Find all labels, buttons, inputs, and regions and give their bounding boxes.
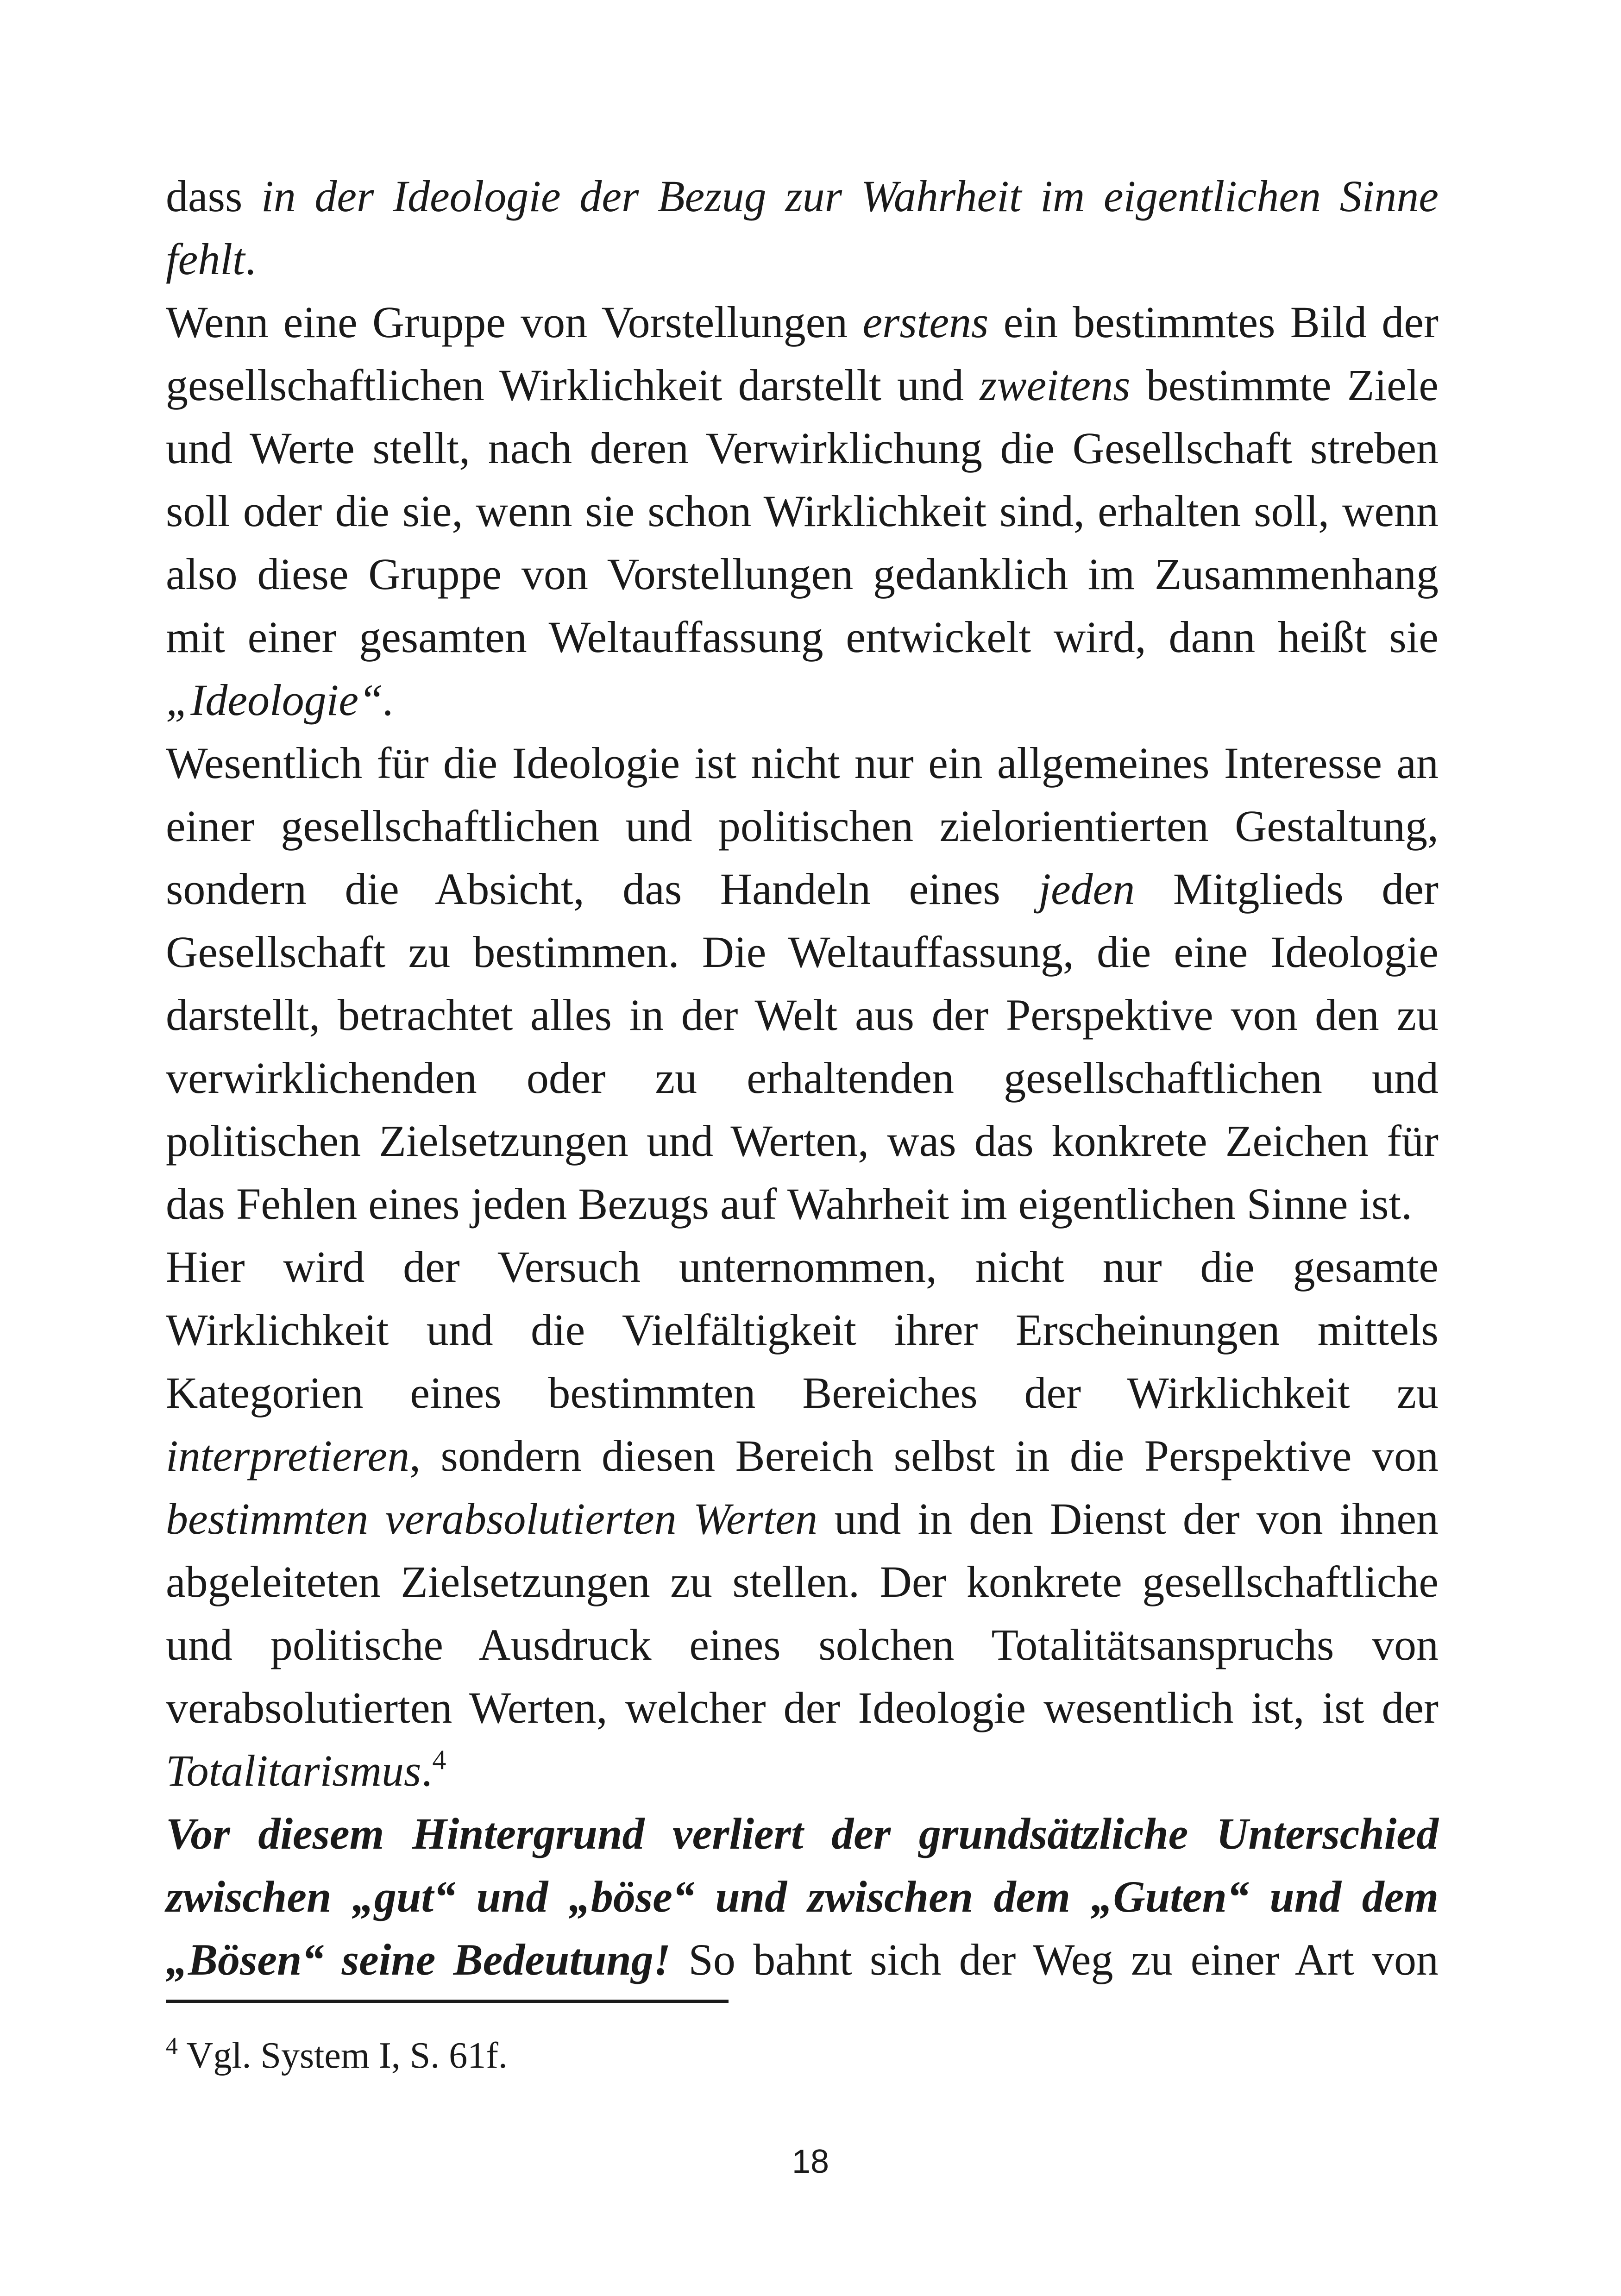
footnote-number: 4 [166, 2033, 178, 2059]
paragraph-4: Hier wird der Versuch unternommen, nicht nur die gesamte Wirklichkeit und die Vielfältigkeit ihrer Erscheinungen mittels Kategorien eines bestimmten Bereiches der Wirklichkeit zu interpretieren, sondern diesen Bereich selbst in die Perspektive von bestimmten verabsolutierten Werten und in den Dienst der von ihnen abgeleiteten Zielsetzungen zu stellen. Der konkrete gesellschaftliche und politische Ausdruck eines solchen Totalitätsanspruchs von verabsolutierten Werten, welcher der Ideologie wesentlich ist, ist der Totalitarismus.$^4$ [166, 1242, 1439, 1795]
page-number: 18 [792, 2143, 829, 2180]
emphasis-text: Vor diesem Hintergrund verliert der grundsätzliche Unterschied zwischen „gut“ und „böse“ und zwischen dem „Guten“ und dem „Bösen“ seine Bedeutung! [166, 1809, 1439, 1984]
footnote-reference: 4 [432, 1744, 446, 1775]
paragraph-3: Wesentlich für die Ideologie ist nicht nur ein allgemeines Interesse an einer gesellschaftlichen und politischen zielorientierten Gestaltung, sondern die Absicht, das Handeln eines jeden Mitglieds der Gesellschaft zu bestimmen. Die Weltauffassung, die eine Ideologie darstellt, betrachtet alles in der Welt aus der Perspektive von den zu verwirklichenden oder zu erhaltenden gesellschaftlichen und politischen Zielsetzungen und Werten, was das konkrete Zeichen für das Fehlen eines jeden Bezugs auf Wahrheit im eigentlichen Sinne ist. [166, 738, 1439, 1229]
paragraph-5: Vor diesem Hintergrund verliert der grundsätzliche Unterschied zwischen „gut“ und „böse“ und zwischen dem „Guten“ und dem „Bösen“ seine Bedeutung! So bahnt sich der Weg zu einer Art von [166, 1809, 1439, 1984]
footnote-text: Vgl. System I, S. 61f. [178, 2035, 508, 2076]
body-text [166, 165, 1439, 1991]
paragraph-2: Wenn eine Gruppe von Vorstellungen erstens ein bestimmtes Bild der gesellschaftlichen Wirklichkeit darstellt und zweitens bestimmte Ziele und Werte stellt, nach deren Verwirklichung die Gesellschaft streben soll oder die sie, wenn sie schon Wirklichkeit sind, erhalten soll, wenn also diese Gruppe von Vorstellungen gedanklich im Zusammenhang mit einer gesamten Weltauffassung entwickelt wird, dann heißt sie „Ideologie“. [166, 297, 1439, 725]
paragraph-1: dass in der Ideologie der Bezug zur Wahrheit im eigentlichen Sinne fehlt. [166, 171, 1439, 284]
footnote [166, 2030, 1439, 2081]
footnote-divider [166, 2000, 729, 2003]
